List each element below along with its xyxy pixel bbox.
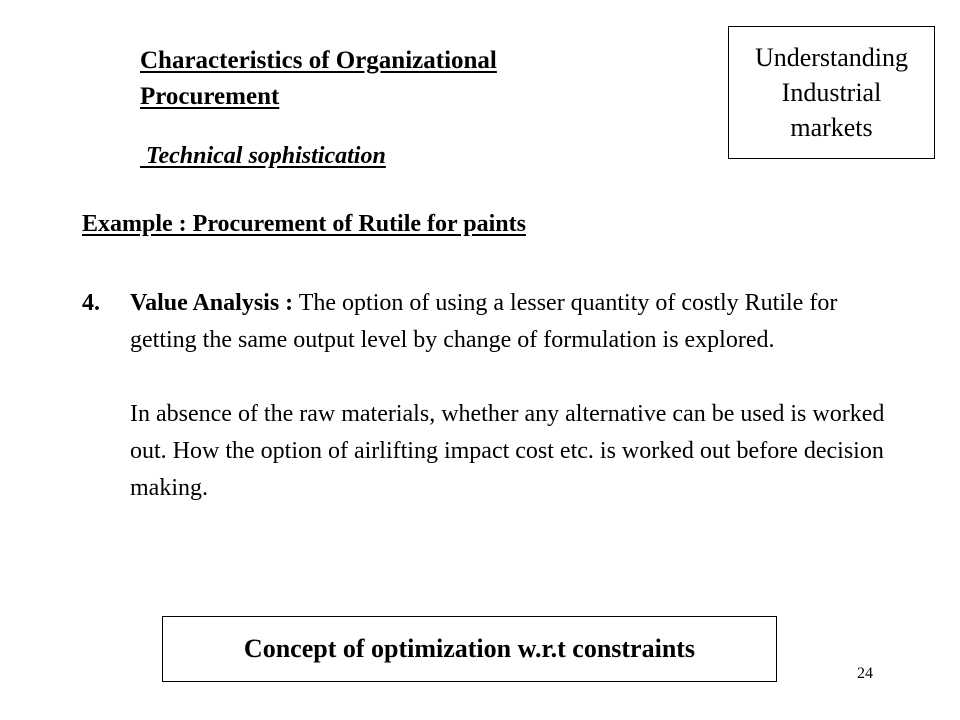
topic-box-line-2: Industrial bbox=[781, 78, 882, 107]
point-body bbox=[130, 285, 900, 507]
concept-box bbox=[162, 616, 777, 682]
slide-title-line-1: Characteristics of Organizational bbox=[140, 47, 497, 74]
point-paragraph-1 bbox=[130, 285, 900, 359]
example-heading: Example : Procurement of Rutile for paints bbox=[82, 211, 526, 237]
point-text: The option of using a lesser quantity of costly Rutile for getting the same output level by change of formulation is explored. bbox=[130, 290, 838, 353]
topic-box bbox=[728, 26, 935, 159]
concept-box-text: Concept of optimization w.r.t constraints bbox=[243, 634, 696, 663]
topic-box-line-1: Understanding bbox=[754, 43, 909, 72]
slide-title-line-2: Procurement bbox=[140, 83, 280, 110]
point-paragraph-2: In absence of the raw materials, whether any alternative can be used is worked out. How the option of airlifting impact cost etc. is worked out before decision making. bbox=[130, 401, 885, 501]
slide-number: 24 bbox=[857, 665, 873, 682]
point-number: 4. bbox=[82, 290, 100, 316]
point-heading: Value Analysis : bbox=[130, 290, 294, 316]
slide-title bbox=[140, 43, 660, 115]
slide-subtitle: Technical sophistication bbox=[140, 143, 386, 169]
topic-box-line-3: markets bbox=[790, 113, 873, 142]
